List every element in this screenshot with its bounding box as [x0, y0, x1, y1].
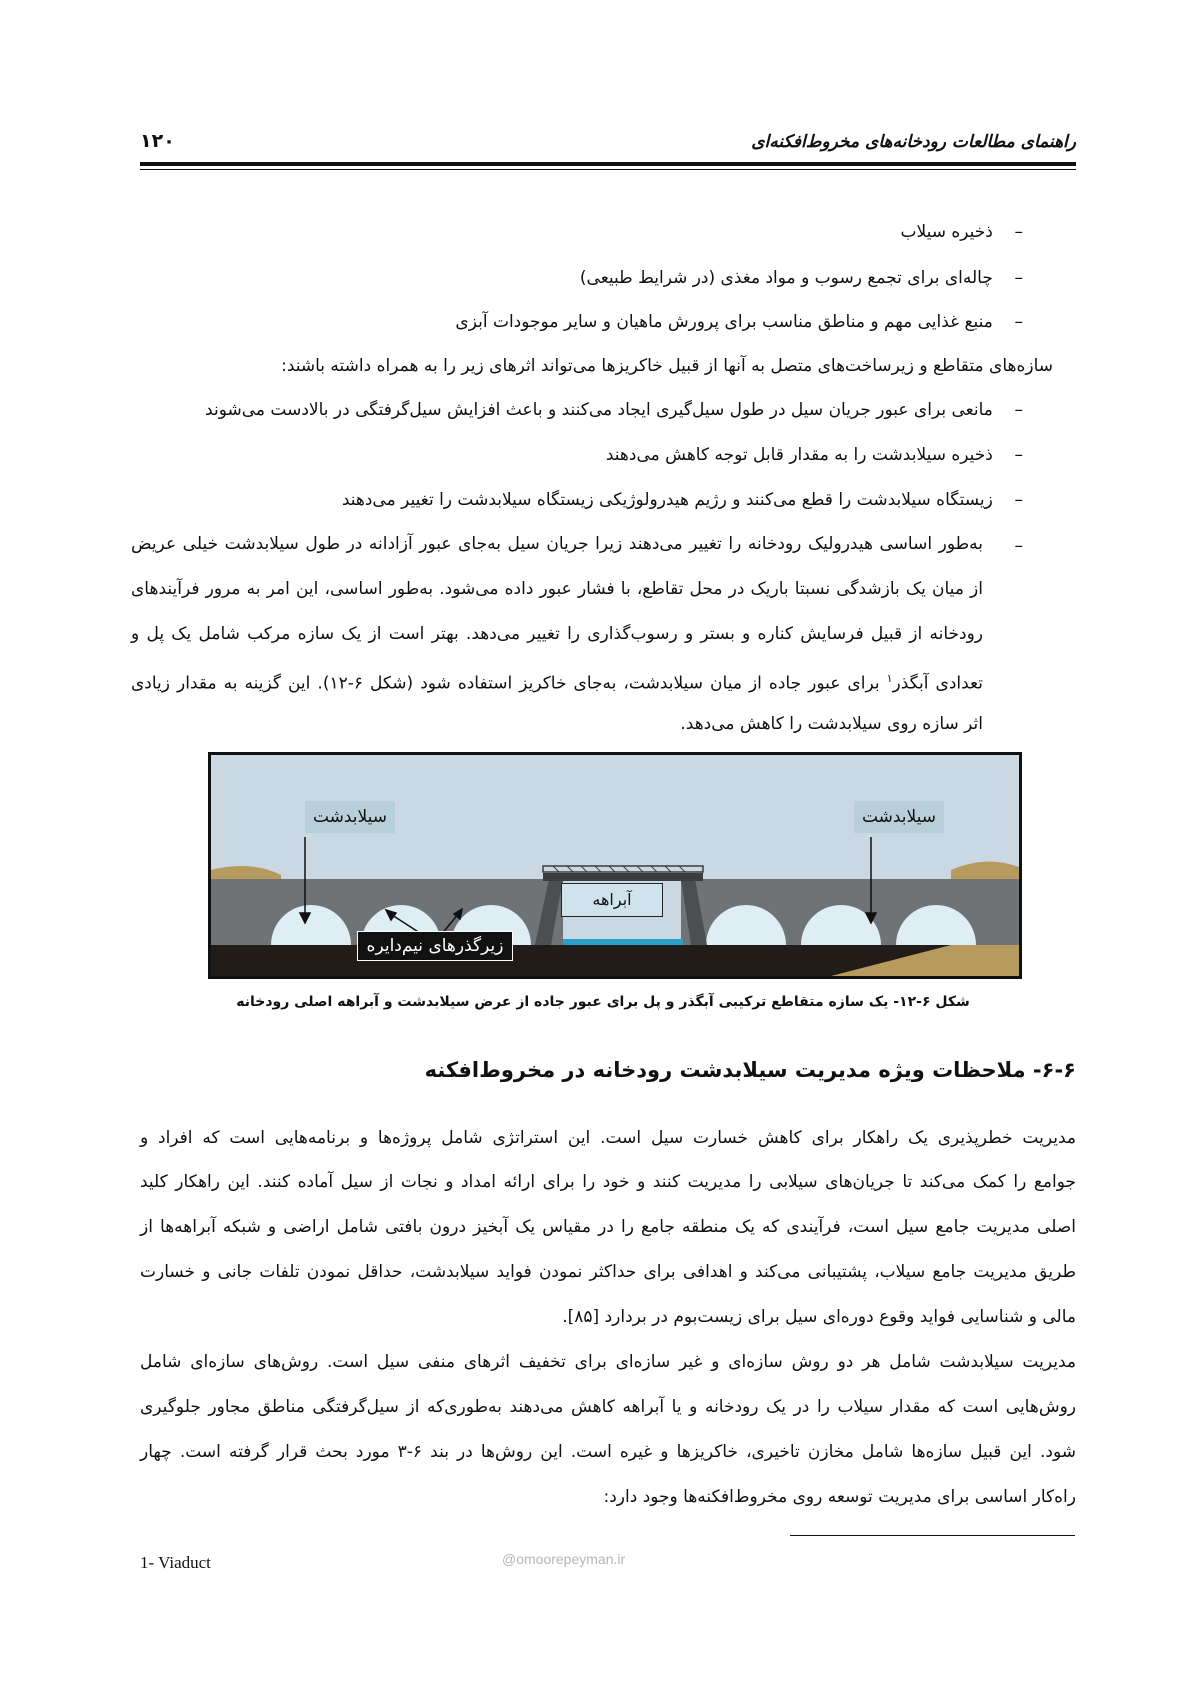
bullet-text-line: رودخانه از قبیل فرسایش کناره و بستر و رسوب‌گذاری را تغییر می‌دهد. بهتر است از یک سازه مرکب شامل یک پل و	[131, 624, 983, 644]
bullet-text-line: تعدادی آبگذر$^۱$ برای عبور جاده از میان سیلابدشت، به‌جای خاکریز استفاده شود (شکل ۶-۱۲). این گزینه به مقدار زیادی	[131, 672, 983, 694]
bullet-item: – منبع غذایی مهم و مناطق مناسب برای پرورش ماهیان و سایر موجودات آبزی	[455, 312, 1023, 332]
bullet-item: – ذخیره سیلاب	[900, 222, 1023, 242]
figure-caption: شکل ۶-۱۲- یک سازه متقاطع ترکیبی آبگذر و پل برای عبور جاده از عرض سیلابدشت و آبراهه اصلی رودخانه	[236, 994, 970, 1010]
channel-water	[563, 939, 683, 945]
footnote-marker: ۱	[886, 672, 893, 685]
lead-sentence: سازه‌های متقاطع و زیرساخت‌های متصل به آنها از قبیل خاکریزها می‌تواند اثرهای زیر را به همراه داشته باشند:	[281, 356, 1053, 376]
paragraph-line: روش‌هایی است که مقدار سیلاب را در یک رودخانه و یا آبراهه کاهش می‌دهند به‌طوری‌که از سیل‌گرفتگی مناطق مجاور جلوگیری	[140, 1397, 1076, 1417]
bridge-deck	[543, 873, 703, 881]
label-floodplain-right: سیلابدشت	[854, 801, 944, 833]
crossing-illustration	[211, 755, 1019, 976]
footnote: 1- Viaduct	[140, 1553, 211, 1572]
paragraph-line: اصلی مدیریت جامع سیل است، فرآیندی که یک منطقه جامع را در مقیاس یک آبخیز درون بافتی شامل اراضی و شبکه آبراهه‌ها از	[140, 1217, 1076, 1237]
paragraph-line: مالی و شناسایی فواید وقوع دوره‌ای سیل برای زیست‌بوم در بردارد [۸۵].	[562, 1307, 1076, 1327]
paragraph-line: جوامع را کمک می‌کند تا جریان‌های سیلابی را مدیریت کنند و خود را برای ارائه امداد و نجات از سیل آماده کنند. این راهکار کلید	[140, 1172, 1076, 1192]
bullet-text-line: به‌طور اساسی هیدرولیک رودخانه را تغییر می‌دهند زیرا جریان سیل به‌جای عبور آزادانه در طول سیلابدشت خیلی عریض	[131, 534, 983, 554]
label-floodplain-left: سیلابدشت	[305, 801, 395, 833]
label-semicircular-culverts: زیرگذرهای نیم‌دایره	[357, 931, 513, 961]
bullet-item: – زیستگاه سیلابدشت را قطع می‌کنند و رژیم هیدرولوژیکی زیستگاه سیلابدشت را تغییر می‌دهند	[341, 490, 1023, 510]
paragraph-line: راه‌کار اساسی برای مدیریت توسعه روی مخروط‌افکنه‌ها وجود دارد:	[603, 1487, 1076, 1507]
bullet-dash: –	[1014, 536, 1023, 556]
bullet-text-line: اثر سازه روی سیلابدشت را کاهش می‌دهد.	[680, 714, 983, 734]
header-rule-thick	[140, 162, 1076, 166]
paragraph-line: مدیریت خطرپذیری یک راهکار برای کاهش خسارت سیل است. این استراتژی شامل پروژه‌ها و برنامه‌هایی است که افراد و	[140, 1128, 1076, 1148]
bullet-item: – مانعی برای عبور جریان سیل در طول سیل‌گیری ایجاد می‌کنند و باعث افزایش سیل‌گرفتگی در بالادست می‌شوند	[205, 400, 1023, 420]
label-main-channel: آبراهه	[561, 883, 663, 917]
bullet-text-line: از میان یک بازشدگی نسبتا باریک در محل تقاطع، با فشار عبور داده می‌شود. به‌طور اساسی، این امر به مرور فرآیندهای	[131, 579, 983, 599]
watermark-text: @omoorepeyman.ir	[502, 1551, 626, 1567]
bullet-item: – ذخیره سیلابدشت را به مقدار قابل توجه کاهش می‌دهند	[605, 445, 1023, 465]
header-rule-thin	[140, 169, 1076, 170]
paragraph-line: شود. این قبیل سازه‌ها شامل مخازن تاخیری، خاکریزها و غیره است. این روش‌ها در بند ۶-۳ مورد بحث قرار گرفته است. چهار	[140, 1442, 1076, 1462]
footnote-rule	[790, 1535, 1075, 1536]
bullet-item: – چاله‌ای برای تجمع رسوب و مواد مغذی (در شرایط طبیعی)	[579, 268, 1023, 288]
running-header	[140, 128, 1076, 168]
paragraph-line: مدیریت سیلابدشت شامل هر دو روش سازه‌ای و غیر سازه‌ای برای تخفیف اثرهای منفی سیل است. روش‌های سازه‌ای شامل	[140, 1352, 1076, 1372]
page-number: ۱۲۰	[140, 130, 175, 152]
section-heading: ۶-۶- ملاحظات ویژه مدیریت سیلابدشت رودخانه در مخروط‌افکنه	[424, 1058, 1076, 1082]
figure-crossing-diagram	[208, 752, 1022, 979]
paragraph-line: طریق مدیریت جامع سیلاب، پشتیبانی می‌کند و اهدافی برای حداکثر نمودن فواید سیلابدشت، حداقل نمودن تلفات جانی و خسارت	[140, 1262, 1076, 1282]
header-title: راهنمای مطالعات رودخانه‌های مخروط‌افکنه‌ای	[751, 132, 1076, 152]
